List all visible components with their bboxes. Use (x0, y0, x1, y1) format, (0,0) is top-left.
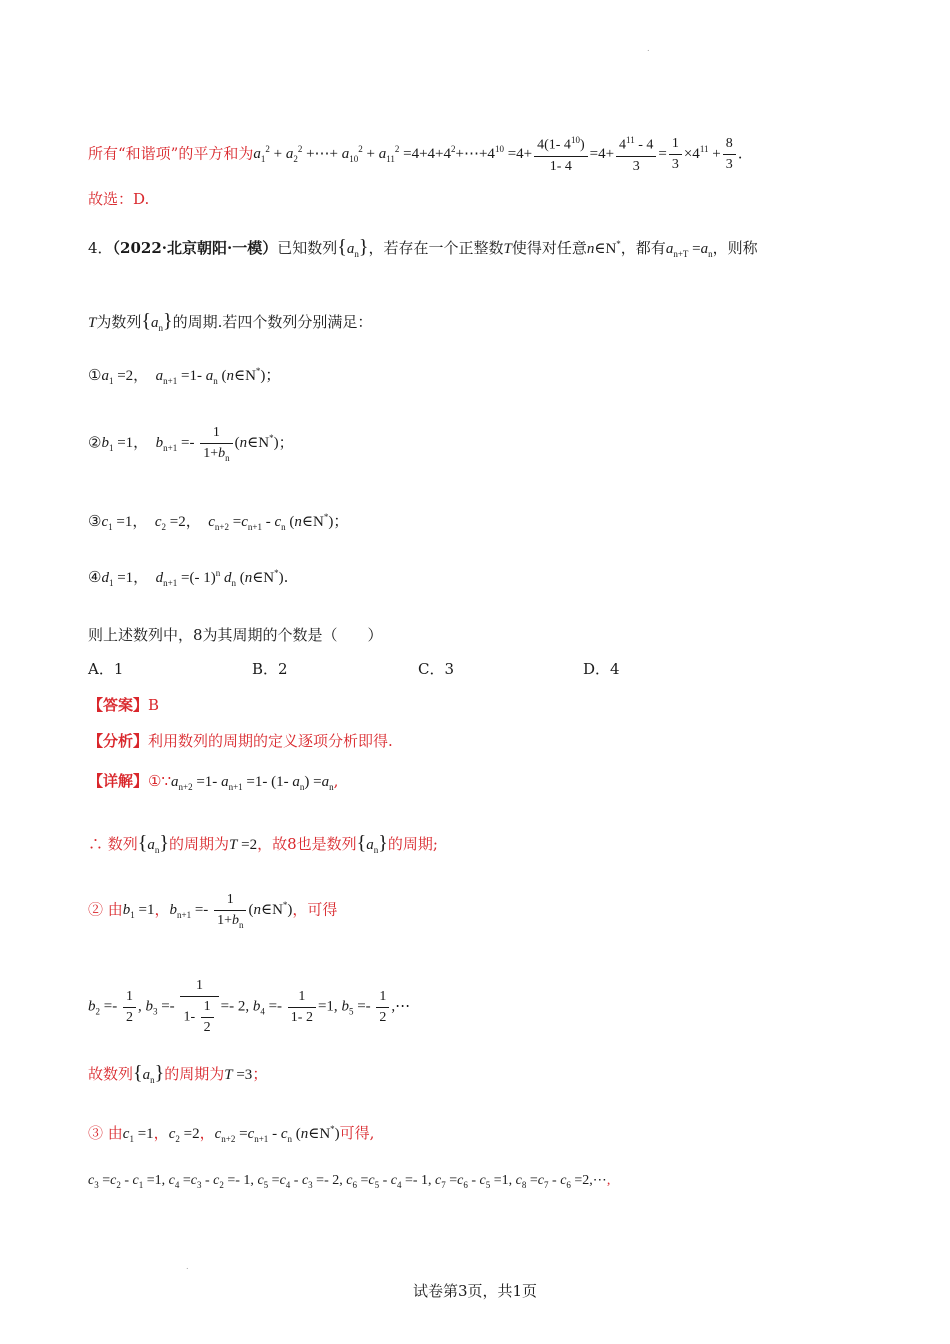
condition-4: $④d_1 =1$， $d_{n+1}$ =(- 1)$^n$ $d_n$ (n∈N*). (88, 568, 289, 588)
fraction: $\frac{4(1- 4^{10})}{1- 4}$ (534, 135, 588, 175)
condition-1: $①a_1 =2$， $a_{n+1} =1-$ $a_n$ (n∈N*)； (88, 366, 281, 386)
fraction: $\frac{1}{1- 2}$ (288, 989, 316, 1026)
fraction: $\frac{1}{2}$ (123, 989, 136, 1026)
page-footer: 试卷第3页，共1页 (412, 1282, 538, 1300)
question-prompt: 则上述数列中，8为其周期的个数是（ ） (88, 626, 383, 644)
option-b: B．2 (252, 660, 288, 678)
answer-line: 【答案】B (88, 696, 160, 714)
fraction: $\frac{8}{3}$ (723, 136, 736, 173)
option-a: A．1 (88, 660, 124, 678)
condition-2: $②b_1 =1$， $b_{n+1}$ =- $\frac{1}{1+b_n}$ (n∈N*)； (88, 425, 294, 463)
fraction: $\frac{1}{3}$ (669, 136, 682, 173)
fraction: 1 1- $\frac{1}{2}$ (180, 978, 218, 1036)
fraction: $\frac{1}{1+b_n}$ (214, 892, 246, 930)
fraction: $\frac{4^{11} - 4}{3}$ (616, 135, 656, 175)
detail-4-calc: $c_3 =c_2 - c_1 =1$, $c_4 =c_3 - c_2 =- 1$, $c_5 =c_4 - c_3 =- 2$, $c_6 =c_5 - c_4 =- 1$, $c_7 =c_6 - c_5 =1$, $c_8 =c_7 - c_6$ =2,⋯, (88, 1173, 611, 1190)
choose-line: 故选：D. (88, 190, 150, 208)
detail-3: 故数列$\{a_n\}$的周期为T =3； (88, 1062, 268, 1085)
question-stem: 4．（2022·北京朝阳·一模）已知数列$\{a_n\}$，若存在一个正整数T使得对任意n∈N*，都有$a_{n+T} =a_n$，则称 (88, 236, 758, 259)
condition-3: $③c_1 =1$， $c_2 =2$， $c_{n+2} =c_{n+1} - c_n$ (n∈N*)； (88, 512, 349, 532)
sum-line: 所有“和谐项”的平方和为$a_1^2 + a_2^2$ +⋯+ $a_{10}^2 + a_{11}^2$ $=4+4+4^2+\cdots+4^{10} =4+$ $\frac{4(1- 4^{10})}{1- 4}$ =4+ $\frac{4^{11} - 4}{3}$ = $\frac{1}{3}$ $\times 4^{11}$ + $\frac{8}{3}$ . (88, 135, 743, 174)
question-stem-2: T为数列$\{a_n\}$的周期.若四个数列分别满足： (88, 310, 373, 333)
option-d: D．4 (583, 660, 620, 678)
detail-2-calc: $b_2$ =- $\frac{1}{2}$ , $b_3$ =- 1 1- $\frac{1}{2}$ =- 2, $b_4$ =- $\frac{1}{1- 2}$ =1, $b_5$ =- $\frac{1}{2}$ ,⋯ (88, 978, 411, 1035)
fraction: $\frac{1}{2}$ (201, 999, 214, 1036)
detail-1: ∴ 数列$\{a_n\}$的周期为T =2，故8也是数列$\{a_n\}$的周期; (88, 832, 438, 855)
detail-2: ② 由$b_1 =1$，$b_{n+1}$ =- $\frac{1}{1+b_n}$ (n∈N*)，可得 (88, 892, 338, 930)
fraction: $\frac{1}{1+b_n}$ (200, 425, 232, 463)
option-c: C．3 (418, 660, 455, 678)
detail-4: ③ 由$c_1 =1$，$c_2 =2$，$c_{n+2} =c_{n+1} - c_n$ (n∈N*)可得, (88, 1124, 375, 1144)
analysis-line: 【分析】利用数列的周期的定义逐项分析即得. (88, 732, 393, 750)
mark-dot: . (186, 1262, 189, 1271)
fraction: $\frac{1}{2}$ (376, 989, 389, 1026)
mark-dot: . (647, 44, 650, 53)
detail-line: 【详解】$①\because a_{n+2} =1-$ $a_{n+1} =1-$ (1- $a_n) =a_n$, (88, 772, 339, 792)
